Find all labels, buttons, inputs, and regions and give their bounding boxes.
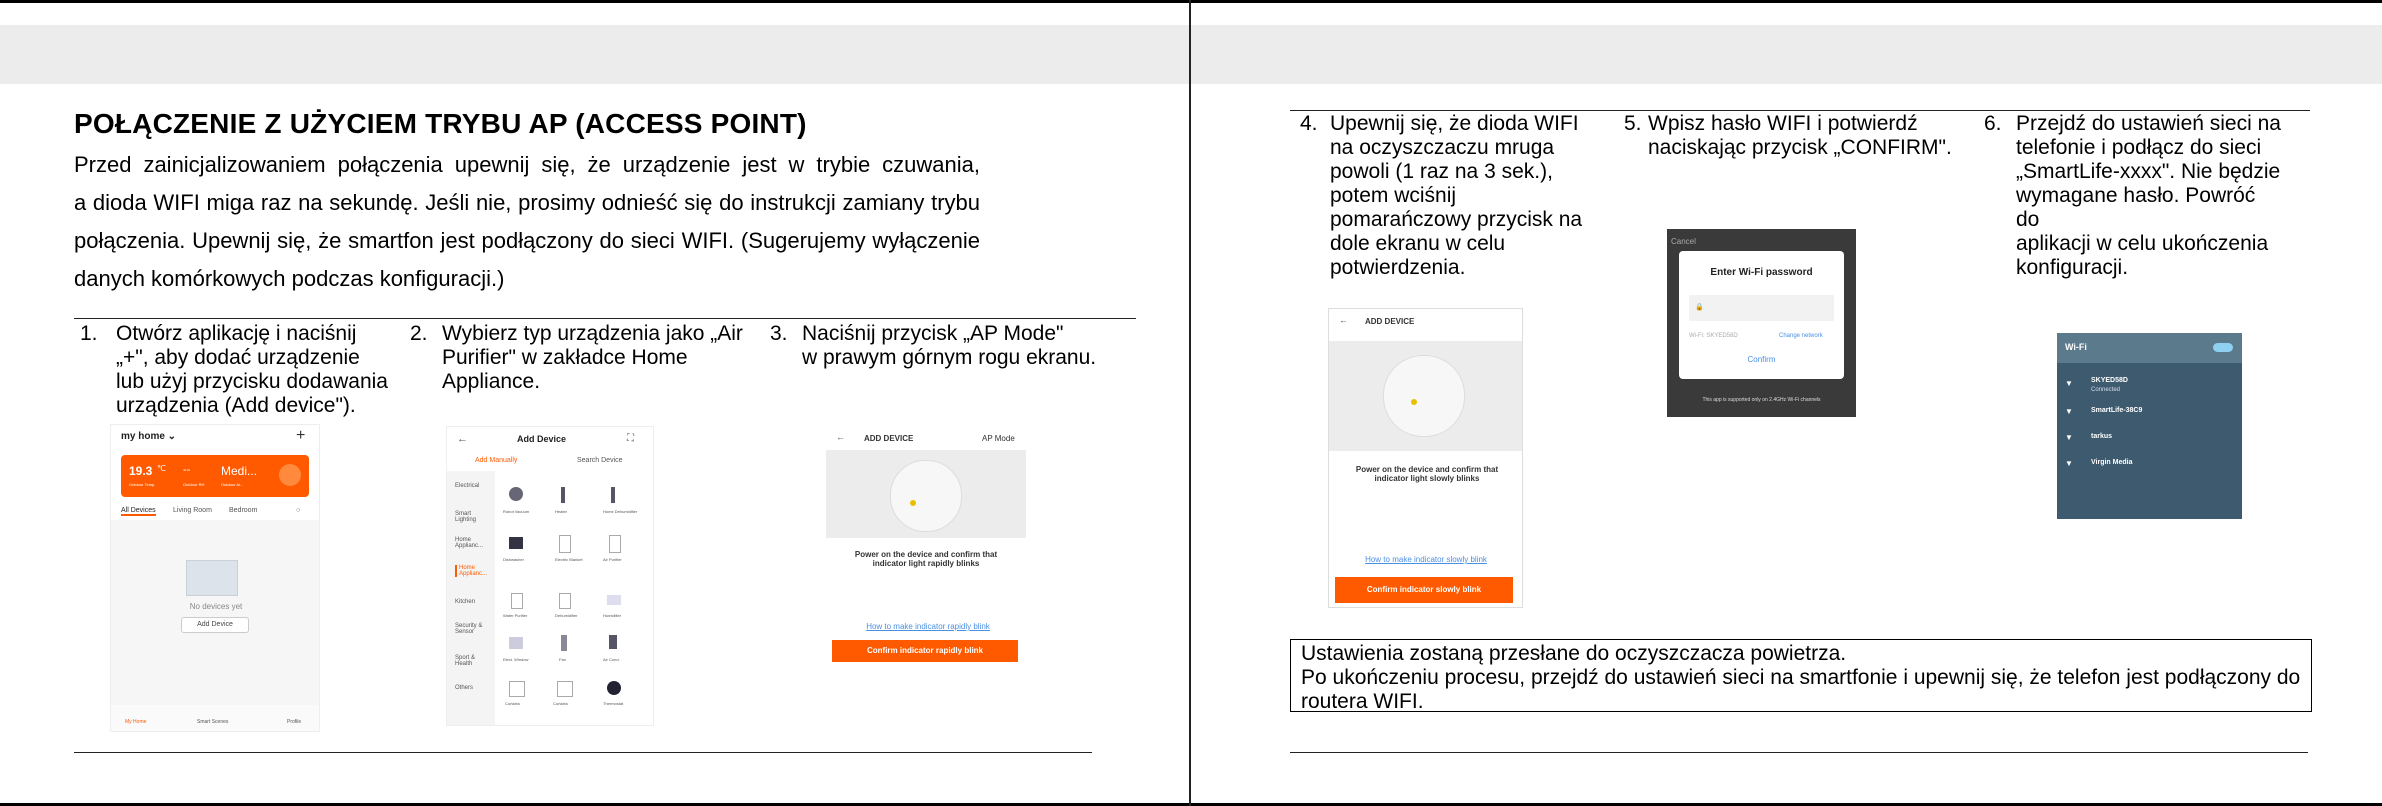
device-label: Curtains <box>553 701 568 706</box>
screenshot-my-home <box>110 424 320 732</box>
dehumidifier-icon[interactable] <box>559 593 571 609</box>
purifier-illustration <box>1383 355 1465 437</box>
page-divider <box>1189 0 1191 806</box>
screenshot-wifi-password <box>1667 229 1856 417</box>
window-icon[interactable] <box>509 637 523 649</box>
bottom-rule-right <box>1290 752 2308 753</box>
nav-smart-scenes[interactable]: Smart Scenes <box>197 719 229 725</box>
dishwasher-icon[interactable] <box>509 537 523 549</box>
device-label: Water Purifier <box>503 613 528 618</box>
section-rule <box>74 318 1136 319</box>
water-purifier-icon[interactable] <box>511 593 523 609</box>
step-line: aplikacji w celu ukończenia <box>2016 232 2269 255</box>
step-line: powoli (1 raz na 3 sek.), <box>1330 160 1553 183</box>
category-item[interactable]: Others <box>455 685 474 691</box>
settings-note-box <box>1290 639 2312 712</box>
wifi-title: Wi-Fi <box>2065 342 2087 352</box>
screenshot-slow-blink <box>1328 308 1523 608</box>
device-label: Home Dehumidifier <box>603 509 638 514</box>
category-item[interactable]: Sport & Health <box>455 655 476 667</box>
thermostat-icon[interactable] <box>607 681 621 695</box>
screenshot-ap-mode <box>826 428 1026 668</box>
step-line: lub użyj przycisku dodawania <box>116 370 388 393</box>
network-name[interactable]: Virgin Media <box>2091 459 2133 466</box>
help-link[interactable]: How to make indicator slowly blink <box>1365 555 1487 564</box>
back-arrow-icon[interactable]: ← <box>1339 315 1348 325</box>
humidity: -- <box>183 464 191 476</box>
page-title: POŁĄCZENIE Z UŻYCIEM TRYBU AP (ACCESS POINT) <box>74 108 807 139</box>
step-number: 2. <box>410 322 428 345</box>
confirm-slow-blink-button[interactable]: Confirm indicator slowly blink <box>1335 577 1513 603</box>
step-line: Purifier" w zakładce Home <box>442 346 688 369</box>
step-number: 5. <box>1624 112 1642 135</box>
network-name[interactable]: tarkus <box>2091 433 2113 440</box>
step-number: 6. <box>1984 112 2002 135</box>
page-top-border <box>0 0 2382 3</box>
password-input[interactable] <box>1689 295 1834 321</box>
step-line: Wpisz hasło WIFI i potwierdź <box>1648 112 1918 135</box>
category-item[interactable]: Home Applianc... <box>455 537 484 549</box>
tab-menu-icon[interactable]: ○ <box>296 507 301 514</box>
device-label: Dishwasher <box>503 557 524 562</box>
card-label: Outdoor Ai... <box>221 482 244 487</box>
step-line: w prawym górnym rogu ekranu. <box>802 346 1097 369</box>
note-line: Po ukończeniu procesu, przejdź do ustawień sieci na smartfonie i upewnij się, że telefon jest podłączony do <box>1301 666 2301 689</box>
network-name[interactable]: SKYED58D <box>2091 377 2128 384</box>
category-item-selected[interactable]: Home Applianc... <box>455 565 495 577</box>
screenshot-add-device <box>446 426 654 726</box>
wifi-signal-icon: ▼ <box>2065 407 2073 416</box>
card-label: Outdoor Temp. <box>129 482 156 487</box>
intro-paragraph <box>74 146 980 298</box>
current-wifi: Wi-Fi: SKYED58D <box>1689 333 1738 339</box>
device-illustration <box>826 450 1026 538</box>
step-line: Naciśnij przycisk „AP Mode" <box>802 322 1064 345</box>
dehumidifier-icon[interactable] <box>611 487 615 503</box>
step-line: Wybierz typ urządzenia jako „Air <box>442 322 743 345</box>
confirm-button[interactable]: Confirm <box>1747 355 1776 364</box>
step-4 <box>1300 112 1600 284</box>
screenshot-wifi-list <box>2057 333 2242 519</box>
curtains-icon[interactable] <box>509 681 525 697</box>
step-line: dole ekranu w celu <box>1330 232 1506 255</box>
step-2 <box>410 322 760 402</box>
intro-line: Przed zainicjalizowaniem połączenia upewnij się, że urządzenie jest w trybie czuwania, <box>74 152 980 177</box>
device-label: Humidifier <box>603 613 622 618</box>
add-device-button[interactable]: Add Device <box>181 617 249 633</box>
device-label: Electric Blanket <box>555 557 583 562</box>
help-link[interactable]: How to make indicator rapidly blink <box>866 622 990 631</box>
device-label: Dehumidifier <box>555 613 578 618</box>
step-number: 4. <box>1300 112 1318 135</box>
ap-mode-button[interactable]: AP Mode <box>982 434 1015 443</box>
step-line: potem wciśnij <box>1330 184 1457 207</box>
device-grid <box>503 487 653 717</box>
tab-add-manually[interactable]: Add Manually <box>475 457 518 464</box>
step-line: Appliance. <box>442 370 541 393</box>
box-illustration-icon <box>186 560 238 596</box>
device-illustration <box>1329 341 1522 451</box>
network-name[interactable]: SmartLife-38C9 <box>2091 407 2143 414</box>
wifi-header <box>2057 333 2242 363</box>
support-note: This app is supported only on 2.4GHz Wi-Fi channels <box>1702 397 1821 403</box>
step-line: na oczyszczaczu mruga <box>1330 136 1555 159</box>
curtains-icon[interactable] <box>557 681 573 697</box>
step-line: naciskając przycisk „CONFIRM". <box>1648 136 1952 159</box>
home-selector[interactable]: my home ⌄ <box>121 431 177 442</box>
temperature: 19.3 <box>129 464 153 478</box>
lock-icon: 🔒 <box>1695 304 1704 311</box>
bottom-nav <box>111 705 319 731</box>
category-item[interactable]: Smart Lighting <box>455 511 477 523</box>
wifi-signal-icon: ▼ <box>2065 459 2073 468</box>
step-line: „SmartLife-xxxx". Nie będzie <box>2016 160 2281 183</box>
step-number: 1. <box>80 322 98 345</box>
purifier-illustration <box>890 460 962 532</box>
nav-profile[interactable]: Profile <box>287 719 302 725</box>
wifi-signal-icon: ▼ <box>2065 379 2073 388</box>
category-item[interactable]: Kitchen <box>455 599 476 605</box>
air-conditioner-icon[interactable] <box>609 635 617 649</box>
intro-line: połączenia. Upewnij się, że smartfon jest podłączony do sieci WIFI. (Sugerujemy wyłączenie <box>74 228 980 253</box>
step-line: urządzenia (Add device"). <box>116 394 356 417</box>
step-line: „+", aby dodać urządzenie <box>116 346 360 369</box>
section-rule <box>1290 110 2310 111</box>
screen-title: ADD DEVICE <box>864 434 914 443</box>
intro-line: a dioda WIFI miga raz na sekundę. Jeśli nie, prosimy odnieść się do instrukcji zamiany trybu <box>74 190 980 215</box>
tab-living-room[interactable]: Living Room <box>173 507 212 514</box>
password-dialog <box>1679 251 1844 379</box>
indicator-light-icon <box>1411 399 1417 405</box>
instruction-caption: Power on the device and confirm that indicator light slowly blinks <box>1355 465 1499 483</box>
network-status: Connected <box>2091 387 2121 393</box>
back-arrow-icon[interactable]: ← <box>457 433 468 445</box>
screen-title: Add Device <box>517 434 567 444</box>
wifi-toggle[interactable] <box>2213 343 2233 352</box>
step-3 <box>770 322 1120 382</box>
device-label: Robot Vacuum <box>503 509 530 514</box>
humidifier-icon[interactable] <box>607 595 621 605</box>
card-label: Outdoor RH <box>183 482 205 487</box>
category-item[interactable]: Electrical <box>455 483 480 489</box>
back-arrow-icon[interactable]: ← <box>836 432 845 442</box>
step-line: konfiguracji. <box>2016 256 2129 279</box>
step-line: potwierdzenia. <box>1330 256 1466 279</box>
heater-icon[interactable] <box>561 487 565 503</box>
step-number: 3. <box>770 322 788 345</box>
air-quality: Medi... <box>221 464 258 478</box>
step-line: telefonie i podłącz do sieci <box>2016 136 2262 159</box>
step-1 <box>80 322 410 422</box>
change-network-link[interactable]: Change network <box>1779 333 1823 339</box>
device-label: Elect. Window <box>503 657 529 662</box>
header-band-left <box>0 25 1189 84</box>
step-5 <box>1624 112 1964 162</box>
step-line: pomarańczowy przycisk na <box>1330 208 1583 231</box>
temperature-unit: ℃ <box>157 464 166 473</box>
note-line: Ustawienia zostaną przesłane do oczyszczacza powietrza. <box>1301 642 1847 665</box>
empty-message: No devices yet <box>189 602 243 611</box>
intro-line: danych komórkowych podczas konfiguracji.) <box>74 266 505 291</box>
tab-search-device[interactable]: Search Device <box>577 457 623 464</box>
device-label: Fan <box>559 657 566 662</box>
mic-icon[interactable] <box>279 464 301 486</box>
step-line: wymagane hasło. Powróć do <box>2016 184 2256 231</box>
scan-icon[interactable]: ⛶ <box>627 433 634 444</box>
weather-card <box>121 455 309 497</box>
fan-icon[interactable] <box>561 635 567 651</box>
screen-title: ADD DEVICE <box>1365 317 1415 326</box>
nav-my-home[interactable]: My Home <box>125 719 147 725</box>
step-line: Otwórz aplikację i naciśnij <box>116 322 357 345</box>
air-purifier-icon[interactable] <box>609 535 621 553</box>
note-line: routera WIFI. <box>1301 690 1424 713</box>
step-6 <box>1984 112 2284 279</box>
instruction-caption: Power on the device and confirm that indicator light rapidly blinks <box>854 550 998 568</box>
dialog-title: Enter Wi-Fi password <box>1710 267 1813 278</box>
tab-bedroom[interactable]: Bedroom <box>229 507 258 514</box>
bottom-rule-left <box>74 752 1092 753</box>
blanket-icon[interactable] <box>559 535 571 553</box>
device-label: Curtains <box>505 701 520 706</box>
tab-all-devices[interactable]: All Devices <box>121 507 156 514</box>
wifi-signal-icon: ▼ <box>2065 433 2073 442</box>
header-band-right <box>1191 25 2382 84</box>
device-label: Heater <box>555 509 568 514</box>
device-label: Air Cond. <box>603 657 620 662</box>
indicator-light-icon <box>910 500 916 506</box>
confirm-rapid-blink-button[interactable]: Confirm indicator rapidly blink <box>832 640 1018 662</box>
robot-vacuum-icon[interactable] <box>509 487 523 501</box>
device-label: Thermostat <box>603 701 624 706</box>
add-icon[interactable]: + <box>296 427 306 444</box>
device-label: Air Purifier <box>603 557 622 562</box>
step-line: Upewnij się, że dioda WIFI <box>1330 112 1579 135</box>
step-line: Przejdź do ustawień sieci na <box>2016 112 2281 135</box>
cancel-link[interactable]: Cancel <box>1671 237 1696 246</box>
category-item[interactable]: Security & Sensor <box>455 623 483 635</box>
